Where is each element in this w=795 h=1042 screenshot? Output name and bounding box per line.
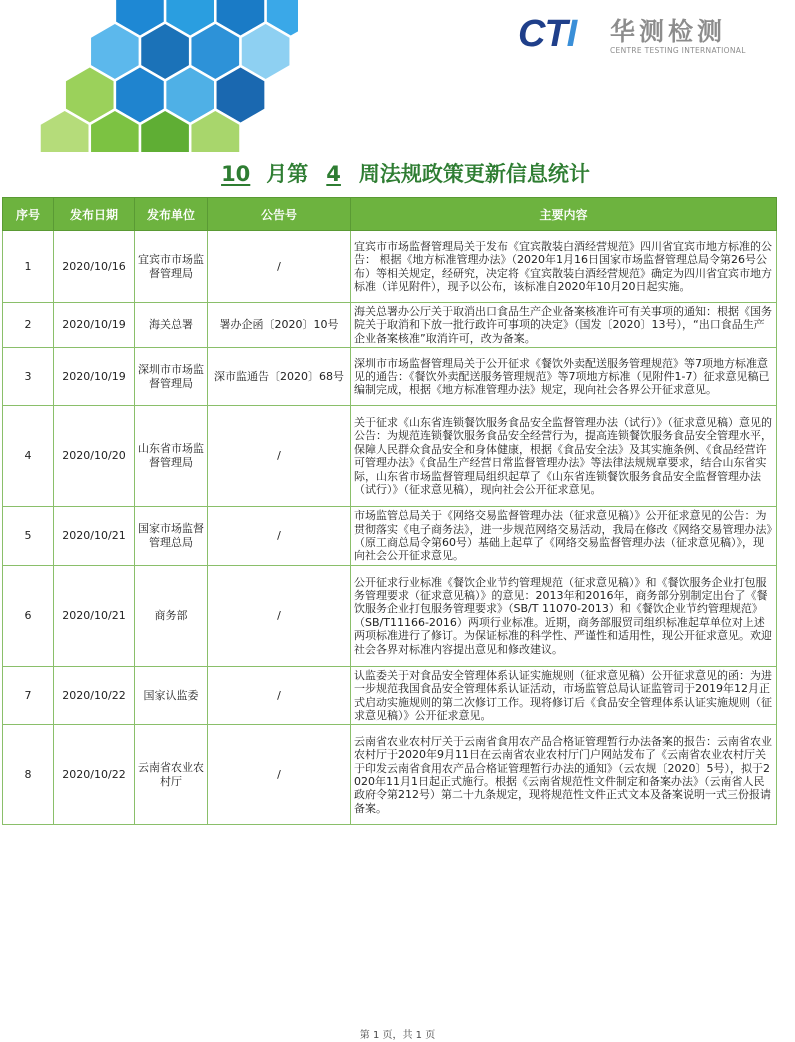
table-row bbox=[3, 406, 777, 507]
title-part2: 周法规政策更新信息统计 bbox=[358, 162, 590, 186]
cell-serial: 8 bbox=[3, 725, 54, 825]
cell-content: 云南省农业农村厅关于云南省食用农产品合格证管理暂行办法备案的报告：云南省农业农村厅于2020年9月11日在云南省农业农村厅门户网站发布了《云南省农业农村厅关于印发云南省食用农产品合格证管理暂行办法的通知》（云农规〔2020〕5号），拟于2020年11月1日起正式施行。根据《云南省规范性文件制定和备案办法》（云南省人民政府令第212号）第二十九条规定，现将规范性文件正式文本及备案说明一式三份报请备案。 bbox=[351, 725, 777, 825]
cell-content: 市场监管总局关于《网络交易监督管理办法（征求意见稿）》公开征求意见的公告：为贯彻落实《电子商务法》，进一步规范网络交易活动，我局在修改《网络交易管理办法》（原工商总局令第60号）基础上起草了《网络交易监督管理办法（征求意见稿）》，现向社会公开征求意见。 bbox=[351, 507, 777, 566]
cell-date: 2020/10/16 bbox=[54, 231, 135, 303]
cell-serial: 7 bbox=[3, 666, 54, 725]
cell-content: 关于征求《山东省连锁餐饮服务食品安全监督管理办法（试行）》（征求意见稿）意见的公告：为规范连锁餐饮服务食品安全经营行为，提高连锁餐饮服务食品安全管理水平，保障人民群众食品安全和身体健康，根据《食品安全法》及其实施条例、《食品经营许可管理办法》《食品生产经营日常监督管理办法》等法律法规规章要求，结合山东省实际，山东省市场监督管理局组织起草了《山东省连锁餐饮服务食品安全监督管理办法（试行）》（征求意见稿），现向社会公开征求意见。 bbox=[351, 406, 777, 507]
table-header-row bbox=[3, 198, 777, 231]
cell-org: 云南省农业农村厅 bbox=[135, 725, 208, 825]
company-logo bbox=[518, 12, 758, 58]
header-hexagon-graphic bbox=[28, 0, 298, 152]
header-notice: 公告号 bbox=[208, 198, 351, 231]
regulation-table bbox=[2, 197, 777, 825]
cell-serial: 4 bbox=[3, 406, 54, 507]
cell-notice: / bbox=[208, 507, 351, 566]
cell-date: 2020/10/21 bbox=[54, 507, 135, 566]
title-part1: 月第 bbox=[266, 162, 309, 186]
table-row bbox=[3, 348, 777, 406]
cell-date: 2020/10/19 bbox=[54, 303, 135, 348]
title-week: 4 bbox=[326, 162, 341, 186]
header-date: 发布日期 bbox=[54, 198, 135, 231]
cell-notice: / bbox=[208, 666, 351, 725]
cell-notice: / bbox=[208, 725, 351, 825]
cell-content: 公开征求行业标准《餐饮企业节约管理规范（征求意见稿）》和《餐饮服务企业打包服务管理要求（征求意见稿）》的意见：2013年和2016年，商务部分别制定出台了《餐饮服务企业打包服务管理要求》（SB/T 11070-2013）和《餐饮企业节约管理规范》（SB/T11166-2016）两项行业标准。近期，商务部服贸司组织标准起草单位对上述两项标准进行了修订。为保证标准的科学性、严谨性和适用性，现公开征求意见。欢迎社会各界对标准内容提出意见和修改建议。 bbox=[351, 565, 777, 666]
cell-content: 海关总署办公厅关于取消出口食品生产企业备案核准许可有关事项的通知：根据《国务院关于取消和下放一批行政许可事项的决定》（国发〔2020〕13号），“出口食品生产企业备案核准”取消许可，改为备案。 bbox=[351, 303, 777, 348]
logo-english-name: CENTRE TESTING INTERNATIONAL bbox=[610, 46, 746, 55]
table-row bbox=[3, 725, 777, 825]
header-serial: 序号 bbox=[3, 198, 54, 231]
cell-org: 深圳市市场监督管理局 bbox=[135, 348, 208, 406]
cell-date: 2020/10/20 bbox=[54, 406, 135, 507]
cell-org: 国家市场监督管理总局 bbox=[135, 507, 208, 566]
cell-org: 国家认监委 bbox=[135, 666, 208, 725]
cell-date: 2020/10/22 bbox=[54, 666, 135, 725]
cell-org: 海关总署 bbox=[135, 303, 208, 348]
table-row bbox=[3, 565, 777, 666]
cell-org: 山东省市场监督管理局 bbox=[135, 406, 208, 507]
table-row bbox=[3, 231, 777, 303]
cell-notice: 深市监通告〔2020〕68号 bbox=[208, 348, 351, 406]
header-content: 主要内容 bbox=[351, 198, 777, 231]
header-org: 发布单位 bbox=[135, 198, 208, 231]
cell-content: 认监委关于对食品安全管理体系认证实施规则（征求意见稿）公开征求意见的函：为进一步规范我国食品安全管理体系认证活动，市场监管总局认证监管司于2019年12月正式启动实施规则的第二次修订工作。现将修订后《食品安全管理体系认证实施规则（征求意见稿）》公开征求意见。 bbox=[351, 666, 777, 725]
title-month: 10 bbox=[221, 162, 251, 186]
cell-notice: 署办企函〔2020〕10号 bbox=[208, 303, 351, 348]
cell-serial: 2 bbox=[3, 303, 54, 348]
cell-notice: / bbox=[208, 406, 351, 507]
cell-org: 商务部 bbox=[135, 565, 208, 666]
table-row bbox=[3, 303, 777, 348]
cell-date: 2020/10/22 bbox=[54, 725, 135, 825]
cell-serial: 6 bbox=[3, 565, 54, 666]
cell-serial: 3 bbox=[3, 348, 54, 406]
page-footer: 第 1 页，共 1 页 bbox=[359, 1030, 436, 1041]
table-row bbox=[3, 666, 777, 725]
cell-content: 宜宾市市场监督管理局关于发布《宜宾散装白酒经营规范》四川省宜宾市地方标准的公告： 根据《地方标准管理办法》（2020年1月16日国家市场监督管理总局令第26号公布）等相关规定，经研究，决定将《宜宾散装白酒经营规范》确定为四川省宜宾市地方标准（详见附件），现予以公布，该标准自2020年10月20日起实施。 bbox=[351, 231, 777, 303]
cell-content: 深圳市市场监督管理局关于公开征求《餐饮外卖配送服务管理规范》等7项地方标准意见的通告：《餐饮外卖配送服务管理规范》等7项地方标准（见附件1-7）征求意见稿已编制完成，根据《地方标准管理办法》规定，现向社会各界公开征求意见。 bbox=[351, 348, 777, 406]
cell-serial: 1 bbox=[3, 231, 54, 303]
cell-notice: / bbox=[208, 565, 351, 666]
logo-chinese-name: 华测检测 bbox=[610, 17, 727, 46]
table-row bbox=[3, 507, 777, 566]
cell-org: 宜宾市市场监督管理局 bbox=[135, 231, 208, 303]
logo-mark: CTI bbox=[518, 13, 577, 55]
cell-date: 2020/10/19 bbox=[54, 348, 135, 406]
page-title bbox=[0, 160, 795, 188]
cell-date: 2020/10/21 bbox=[54, 565, 135, 666]
cell-notice: / bbox=[208, 231, 351, 303]
cell-serial: 5 bbox=[3, 507, 54, 566]
